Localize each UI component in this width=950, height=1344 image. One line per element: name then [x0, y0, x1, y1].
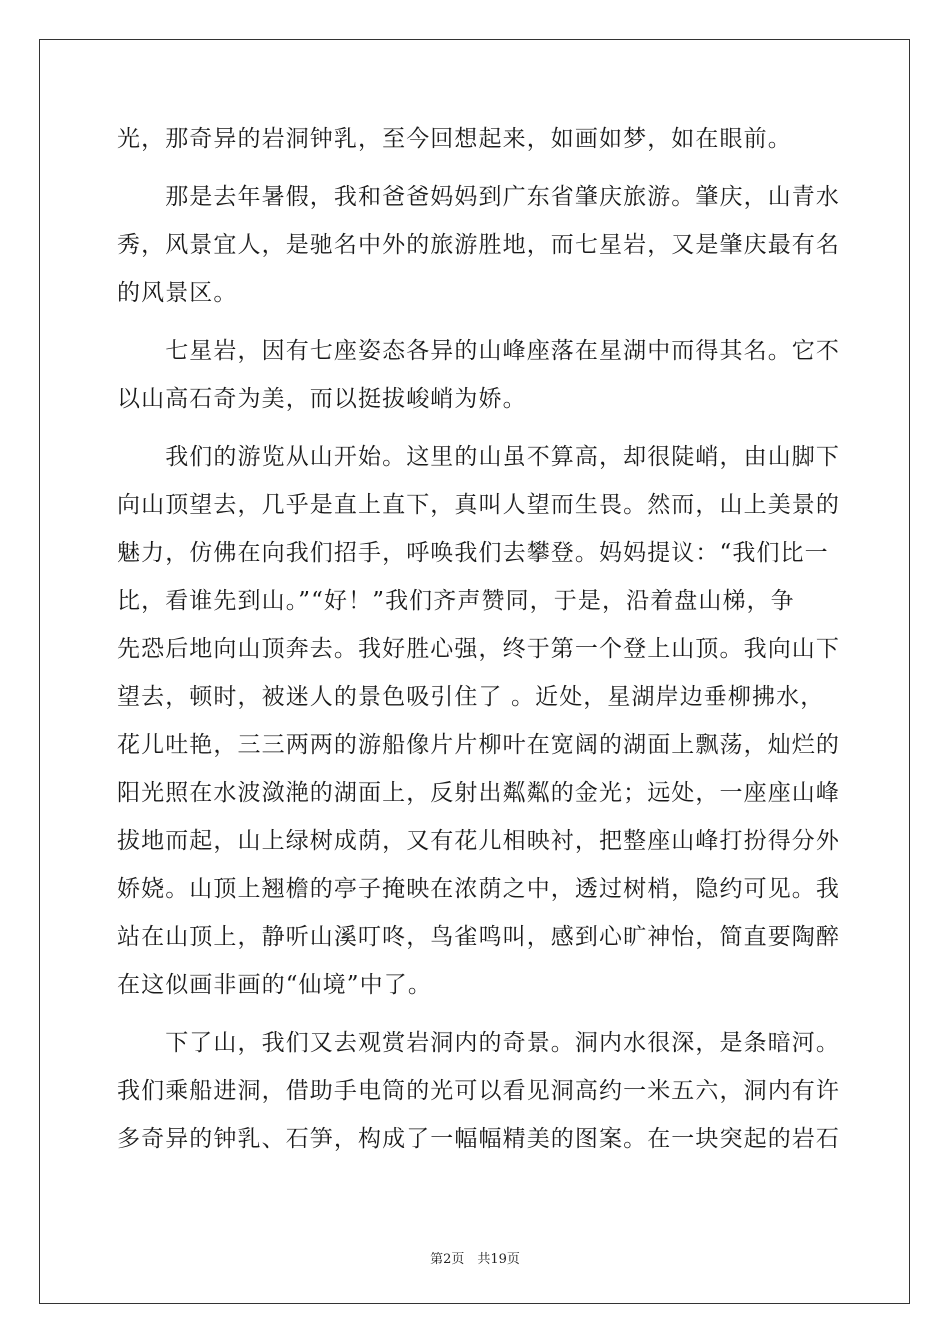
text-line: 先恐后地向山顶奔去。我好胜心强，终于第一个登上山顶。我向山下: [117, 636, 840, 662]
text-line: 花儿吐艳，三三两两的游船像片片柳叶在宽阔的湖面上飘荡，灿烂的: [117, 732, 840, 758]
text-line: 魅力，仿佛在向我们招手，呼唤我们去攀登。妈妈提议：“我们比一: [117, 540, 829, 566]
text-line: 拔地而起，山上绿树成荫，又有花儿相映衬，把整座山峰打扮得分外: [117, 828, 840, 854]
text-line: 以山高石奇为美，而以挺拔峻峭为娇。: [117, 386, 527, 412]
text-line: 在这似画非画的“仙境”中了。: [117, 972, 432, 998]
text-line: 下了山，我们又去观赏岩洞内的奇景。洞内水很深，是条暗河。: [117, 1030, 840, 1056]
page-border: [39, 39, 910, 1304]
text-line: 阳光照在水波潋滟的湖面上，反射出粼粼的金光；远处，一座座山峰: [117, 780, 840, 806]
page-number-footer: 第2页 共19页: [430, 1252, 520, 1267]
text-line: 望去，顿时，被迷人的景色吸引住了 。近处，星湖岸边垂柳拂水，: [117, 684, 825, 710]
text-line: 秀，风景宜人，是驰名中外的旅游胜地，而七星岩，又是肇庆最有名: [117, 232, 840, 258]
text-line: 那是去年暑假，我和爸爸妈妈到广东省肇庆旅游。肇庆，山青水: [117, 184, 840, 210]
text-line: 的风景区。: [117, 280, 238, 306]
text-line: 光，那奇异的岩洞钟乳，至今回想起来，如画如梦，如在眼前。: [117, 126, 792, 152]
text-line: 娇娆。山顶上翘檐的亭子掩映在浓荫之中，透过树梢，隐约可见。我: [117, 876, 840, 902]
text-line: 比，看谁先到山。”“好！”我们齐声赞同，于是，沿着盘山梯，争: [117, 588, 795, 614]
text-line: 多奇异的钟乳、石笋，构成了一幅幅精美的图案。在一块突起的岩石: [117, 1126, 840, 1152]
text-line: 我们乘船进洞，借助手电筒的光可以看见洞高约一米五六，洞内有许: [117, 1078, 840, 1104]
text-line: 向山顶望去，几乎是直上直下，真叫人望而生畏。然而，山上美景的: [117, 492, 840, 518]
text-line: 站在山顶上，静听山溪叮咚，鸟雀鸣叫，感到心旷神怡，简直要陶醉: [117, 924, 840, 950]
text-line: 我们的游览从山开始。这里的山虽不算高，却很陡峭，由山脚下: [117, 444, 840, 470]
text-line: 七星岩，因有七座姿态各异的山峰座落在星湖中而得其名。它不: [117, 338, 840, 364]
